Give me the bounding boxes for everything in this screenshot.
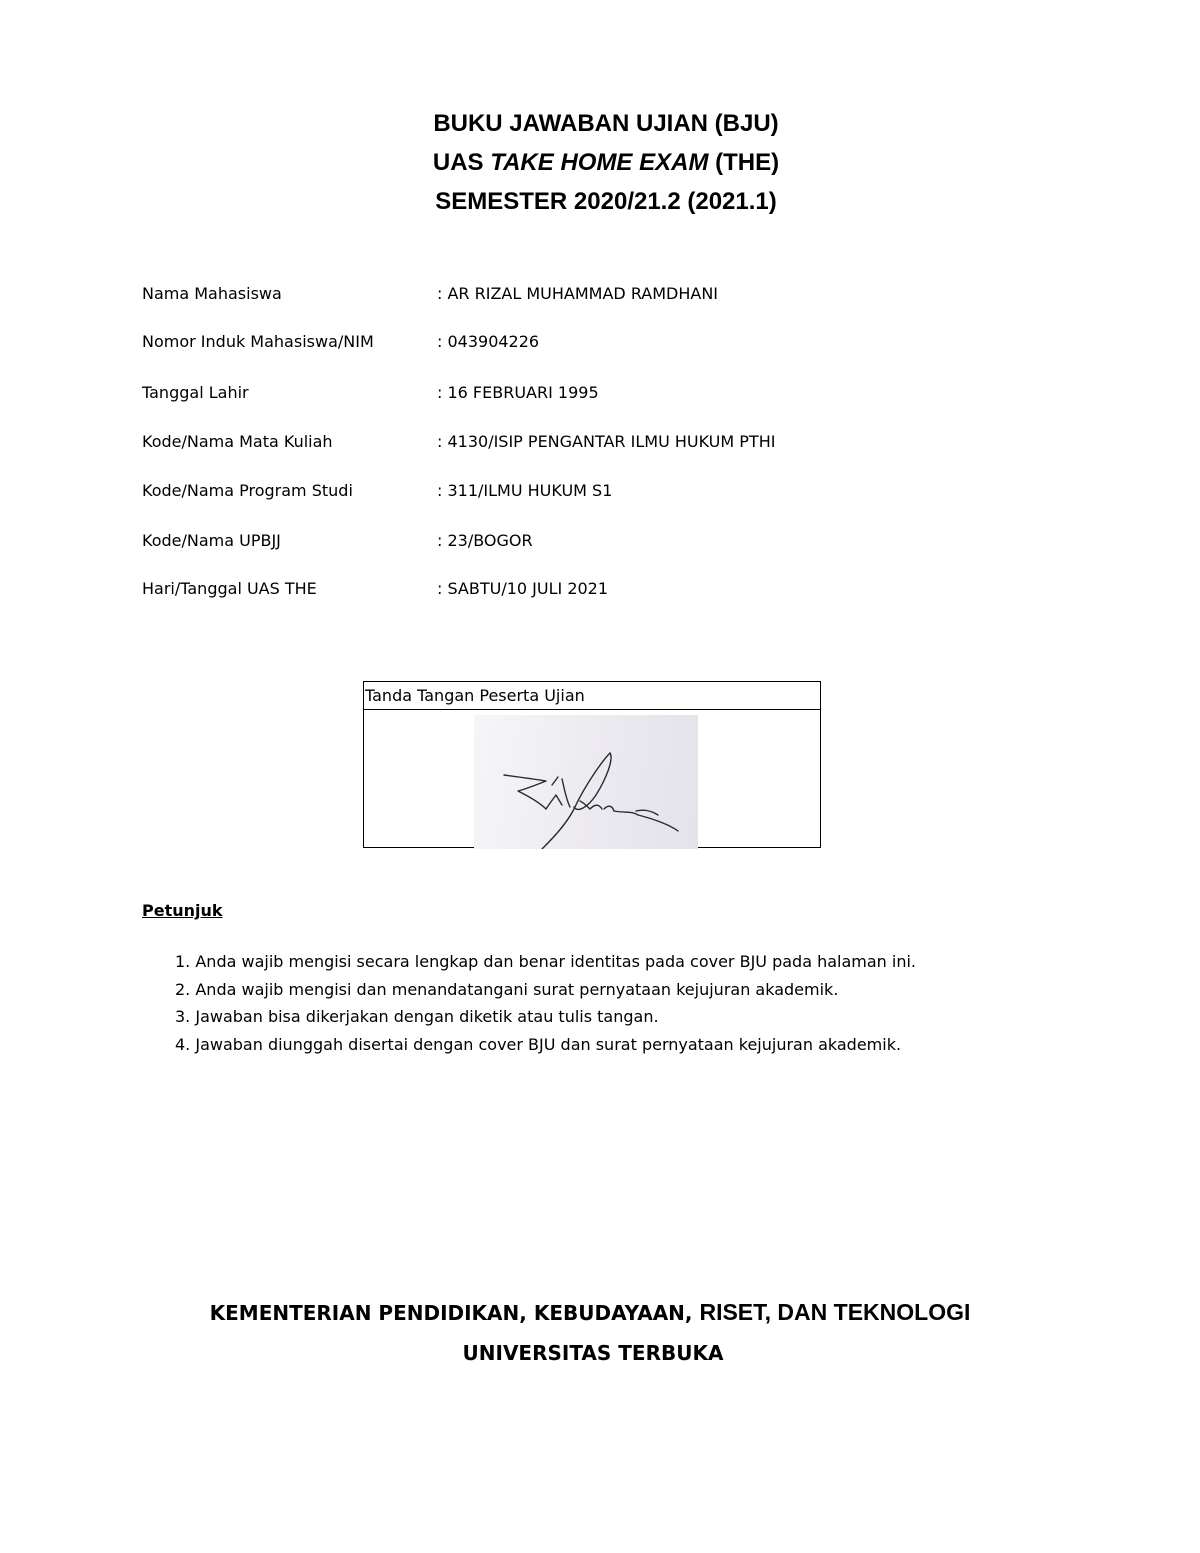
identity-label: Nomor Induk Mahasiswa/NIM (142, 332, 374, 351)
handwritten-signature (474, 715, 698, 849)
instructions-title: Petunjuk (142, 901, 223, 920)
document-title (0, 104, 1200, 221)
title-line-3: SEMESTER 2020/21.2 (2021.1) (435, 188, 777, 215)
identity-label: Tanggal Lahir (142, 383, 249, 402)
list-item: 4. Jawaban diunggah disertai dengan cover BJU dan surat pernyataan kejujuran akademik. (175, 1034, 902, 1054)
signature-box (363, 681, 821, 848)
signature-image (474, 715, 698, 849)
identity-label: Kode/Nama UPBJJ (142, 531, 281, 550)
identity-value: : SABTU/10 JULI 2021 (437, 579, 609, 598)
footer-ministry (0, 1296, 1180, 1329)
identity-value: : 311/ILMU HUKUM S1 (437, 481, 613, 500)
identity-value: : 16 FEBRUARI 1995 (437, 383, 599, 402)
title-line-2-suffix: (THE) (708, 149, 780, 176)
instructions-list (175, 948, 916, 1058)
list-item: 2. Anda wajib mengisi dan menandatangani surat pernyataan kejujuran akademik. (175, 979, 839, 999)
list-item: 3. Jawaban bisa dikerjakan dengan diketik atau tulis tangan. (175, 1007, 659, 1026)
identity-label: Nama Mahasiswa (142, 284, 282, 303)
footer-university: UNIVERSITAS TERBUKA (462, 1341, 724, 1365)
footer-ministry-part2: RISET, DAN TEKNOLOGI (699, 1299, 971, 1325)
title-line-2 (0, 143, 1200, 182)
list-item: 1. Anda wajib mengisi secara lengkap dan benar identitas pada cover BJU pada halaman ini. (175, 952, 917, 971)
identity-value: : 23/BOGOR (437, 531, 533, 550)
identity-label: Hari/Tanggal UAS THE (142, 579, 317, 598)
footer-ministry-part1: KEMENTERIAN PENDIDIKAN, KEBUDAYAAN, (209, 1301, 700, 1325)
signature-box-header: Tanda Tangan Peserta Ujian (364, 682, 820, 710)
identity-value: : AR RIZAL MUHAMMAD RAMDHANI (437, 284, 719, 303)
identity-value: : 043904226 (437, 332, 540, 351)
title-line-1: BUKU JAWABAN UJIAN (BJU) (433, 110, 779, 137)
identity-value: : 4130/ISIP PENGANTAR ILMU HUKUM PTHI (437, 432, 776, 451)
title-line-2-italic: TAKE HOME EXAM (490, 149, 709, 176)
title-line-2-prefix: UAS (432, 149, 491, 176)
identity-label: Kode/Nama Program Studi (142, 481, 353, 500)
identity-label: Kode/Nama Mata Kuliah (142, 432, 333, 451)
